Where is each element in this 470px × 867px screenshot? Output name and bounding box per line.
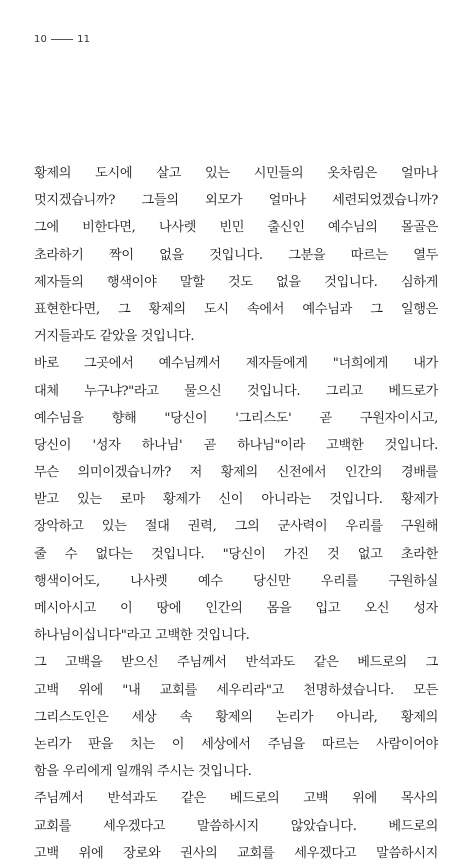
text-line: 장악하고 있는 절대 권력, 그의 군사력이 우리를 구원해 xyxy=(34,519,438,535)
page-number-header xyxy=(34,34,90,45)
text-line: 초라하기 짝이 없을 것입니다. 그분을 따르는 열두 xyxy=(34,247,438,263)
text-line: 교회를 세우겠다고 말씀하시지 않았습니다. 베드로의 xyxy=(34,818,438,834)
text-line: 고백 위에 "내 교회를 세우리라"고 천명하셨습니다. 모든 xyxy=(34,682,438,698)
text-line: 주님께서 반석과도 같은 베드로의 고백 위에 목사의 xyxy=(34,791,438,807)
text-line: 무슨 의미이겠습니까? 저 황제의 신전에서 인간의 경배를 xyxy=(34,465,438,481)
text-line: 제자들의 행색이야 말할 것도 없을 것입니다. 심하게 xyxy=(34,274,438,290)
text-line: 논리가 판을 치는 이 세상에서 주님을 따르는 사람이어야 xyxy=(34,736,438,752)
text-line: 바로 그곳에서 예수님께서 제자들에게 "너희에게 내가 xyxy=(34,356,438,372)
text-line: 받고 있는 로마 황제가 신이 아니라는 것입니다. 황제가 xyxy=(34,492,438,508)
text-line: 행색이어도, 나사렛 예수 당신만 우리를 구원하실 xyxy=(34,573,438,589)
text-line: 그에 비한다면, 나사렛 빈민 출신인 예수님의 몰골은 xyxy=(34,220,438,236)
text-line: 줄 수 없다는 것입니다. "당신이 가진 것 없고 초라한 xyxy=(34,546,438,562)
text-line: 표현한다면, 그 황제의 도시 속에서 예수님과 그 일행은 xyxy=(34,301,438,317)
text-line: 대체 누구냐?"라고 물으신 것입니다. 그리고 베드로가 xyxy=(34,383,438,399)
text-line: 황제의 도시에 살고 있는 시민들의 옷차림은 얼마나 xyxy=(34,166,438,181)
page-number-right: 11 xyxy=(77,34,91,45)
text-line: 예수님을 향해 "당신이 '그리스도' 곧 구원자이시고, xyxy=(34,410,438,426)
text-line: 멋지겠습니까? 그들의 외모가 얼마나 세련되었겠습니까? xyxy=(34,193,438,209)
text-line: 메시아시고 이 땅에 인간의 몸을 입고 오신 성자 xyxy=(34,601,438,616)
body-text xyxy=(34,160,438,867)
text-line: 함을 우리에게 일깨워 주시는 것입니다. xyxy=(34,764,252,780)
text-line: 당신이 '성자 하나님' 곧 하나님"이라 고백한 것입니다. xyxy=(34,437,438,453)
text-line: 고백 위에 장로와 권사의 교회를 세우겠다고 말씀하시지 xyxy=(34,845,438,861)
page-number-divider xyxy=(51,39,73,40)
text-line: 그리스도인은 세상 속 황제의 논리가 아니라, 황제의 xyxy=(34,709,438,725)
text-line: 그 고백을 받으신 주님께서 반석과도 같은 베드로의 그 xyxy=(34,655,438,671)
text-line: 하나님이십니다"라고 고백한 것입니다. xyxy=(34,628,250,644)
page-number-left: 10 xyxy=(34,34,48,45)
text-line: 거지들과도 같았을 것입니다. xyxy=(34,329,195,345)
